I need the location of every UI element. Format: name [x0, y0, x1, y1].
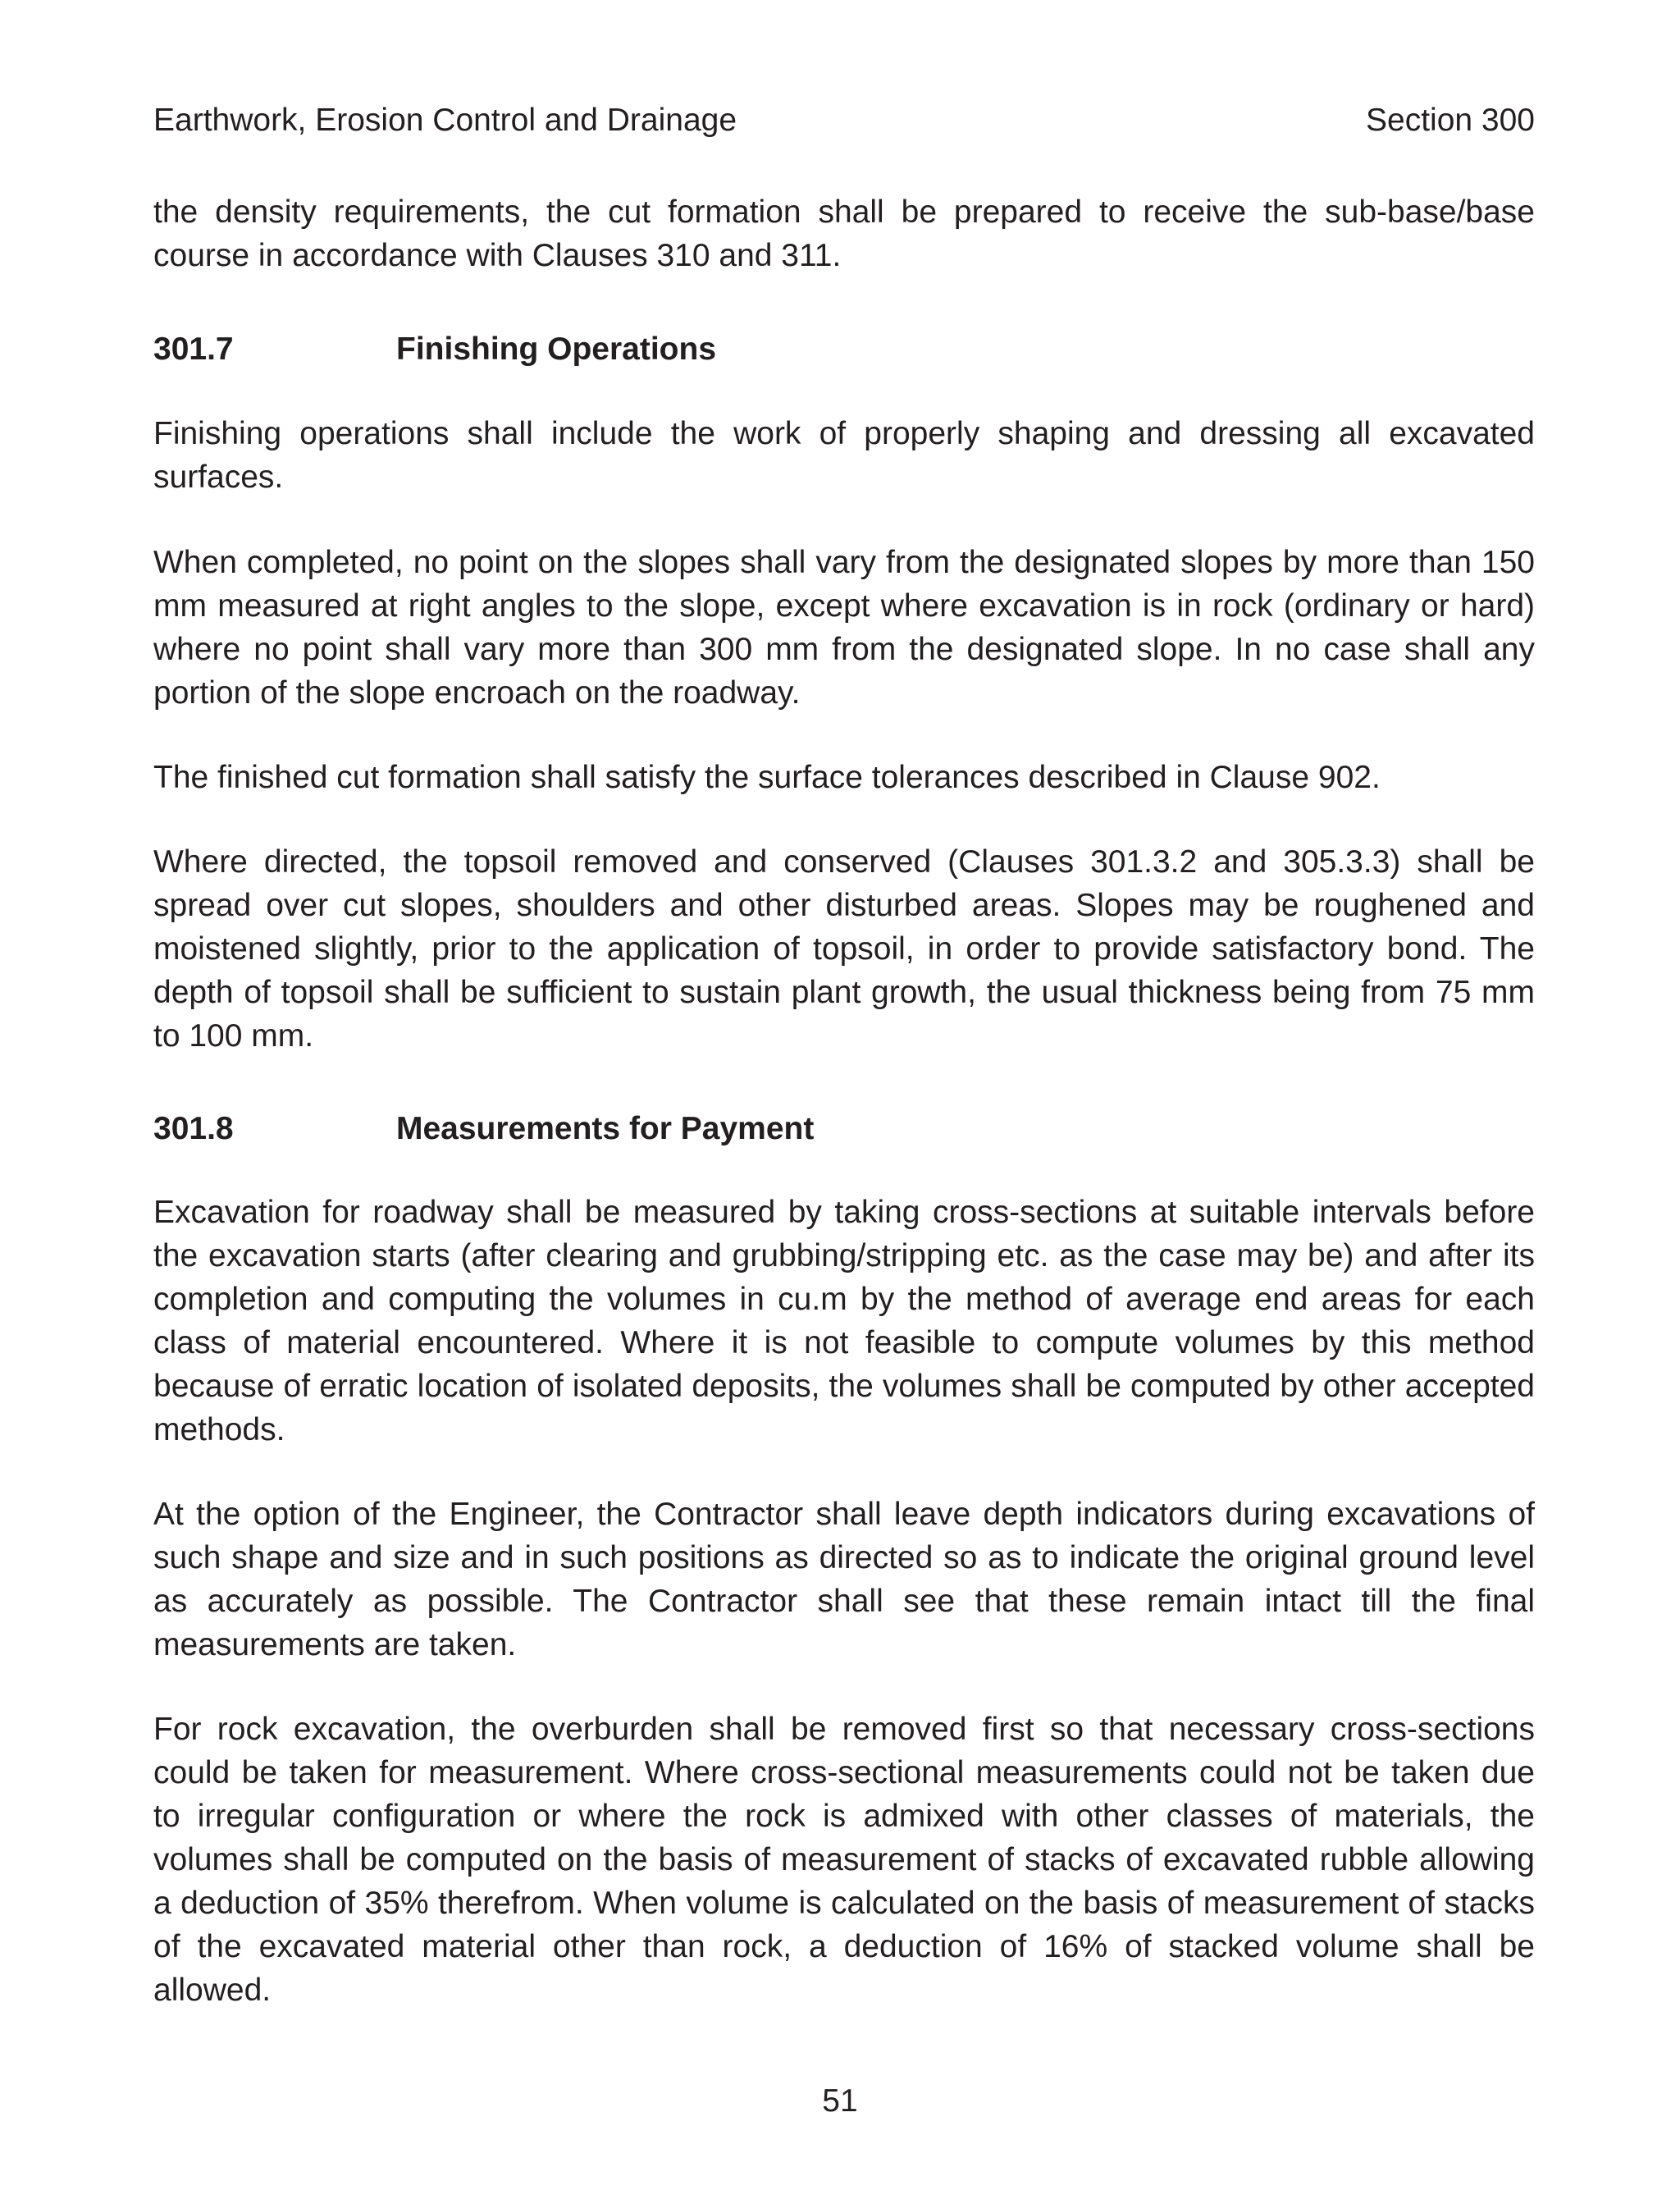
paragraph: For rock excavation, the overburden shall be removed first so that necessary cross-sections could be taken for measurement. Where cross-sectional measurements could not be taken due to irregular configuration or where the rock is admixed with other classes of materials, the volumes shall be computed on the basis of measurement of stacks of excavated rubble allowing a deduction of 35% therefrom. When volume is calculated on the basis of measurement of stacks of the excavated material other than rock, a deduction of 16% of stacked volume shall be allowed. [153, 1712, 1535, 2008]
paragraph: At the option of the Engineer, the Contractor shall leave depth indicators during excavations of such shape and size and in such positions as directed so as to indicate the original ground level as accurately as possible. The Contractor shall see that these remain intact till the final measurements are taken. [153, 1497, 1535, 1662]
section-heading-301-7 [153, 327, 1535, 372]
running-header [153, 98, 1535, 143]
paragraph: The finished cut formation shall satisfy the surface tolerances described in Clause 902. [153, 760, 1381, 795]
section-number: 301.7 [153, 331, 234, 367]
document-page [153, 98, 1535, 2012]
running-header-section: Section 300 [1366, 103, 1535, 138]
running-header-title: Earthwork, Erosion Control and Drainage [153, 103, 737, 138]
section-title: Finishing Operations [396, 331, 717, 367]
paragraph: Excavation for roadway shall be measured by taking cross-sections at suitable intervals before the excavation starts (after clearing and grubbing/stripping etc. as the case may be) and after its completion and computing the volumes in cu.m by the method of average end areas for each class of material encountered. Where it is not feasible to compute volumes by this method because of erratic location of isolated deposits, the volumes shall be computed by other accepted methods. [153, 1195, 1535, 1447]
section-heading-301-8 [153, 1107, 1535, 1151]
paragraph-continuation: the density requirements, the cut formation shall be prepared to receive the sub-base/base course in accordance with Clauses 310 and 311. [153, 194, 1535, 273]
paragraph: Finishing operations shall include the work of properly shaping and dressing all excavated surfaces. [153, 416, 1535, 495]
page-number: 51 [822, 2083, 858, 2119]
section-number: 301.8 [153, 1111, 234, 1146]
paragraph: When completed, no point on the slopes shall vary from the designated slopes by more than 150 mm measured at right angles to the slope, except where excavation is in rock (ordinary or hard) where no point shall vary more than 300 mm from the designated slope. In no case shall any portion of the slope encroach on the roadway. [153, 545, 1535, 711]
paragraph: Where directed, the topsoil removed and conserved (Clauses 301.3.2 and 305.3.3) shall be spread over cut slopes, shoulders and other disturbed areas. Slopes may be roughened and moistened slightly, prior to the application of topsoil, in order to provide satisfactory bond. The depth of topsoil shall be sufficient to sustain plant growth, the usual thickness being from 75 mm to 100 mm. [153, 844, 1535, 1054]
section-title: Measurements for Payment [396, 1111, 815, 1146]
